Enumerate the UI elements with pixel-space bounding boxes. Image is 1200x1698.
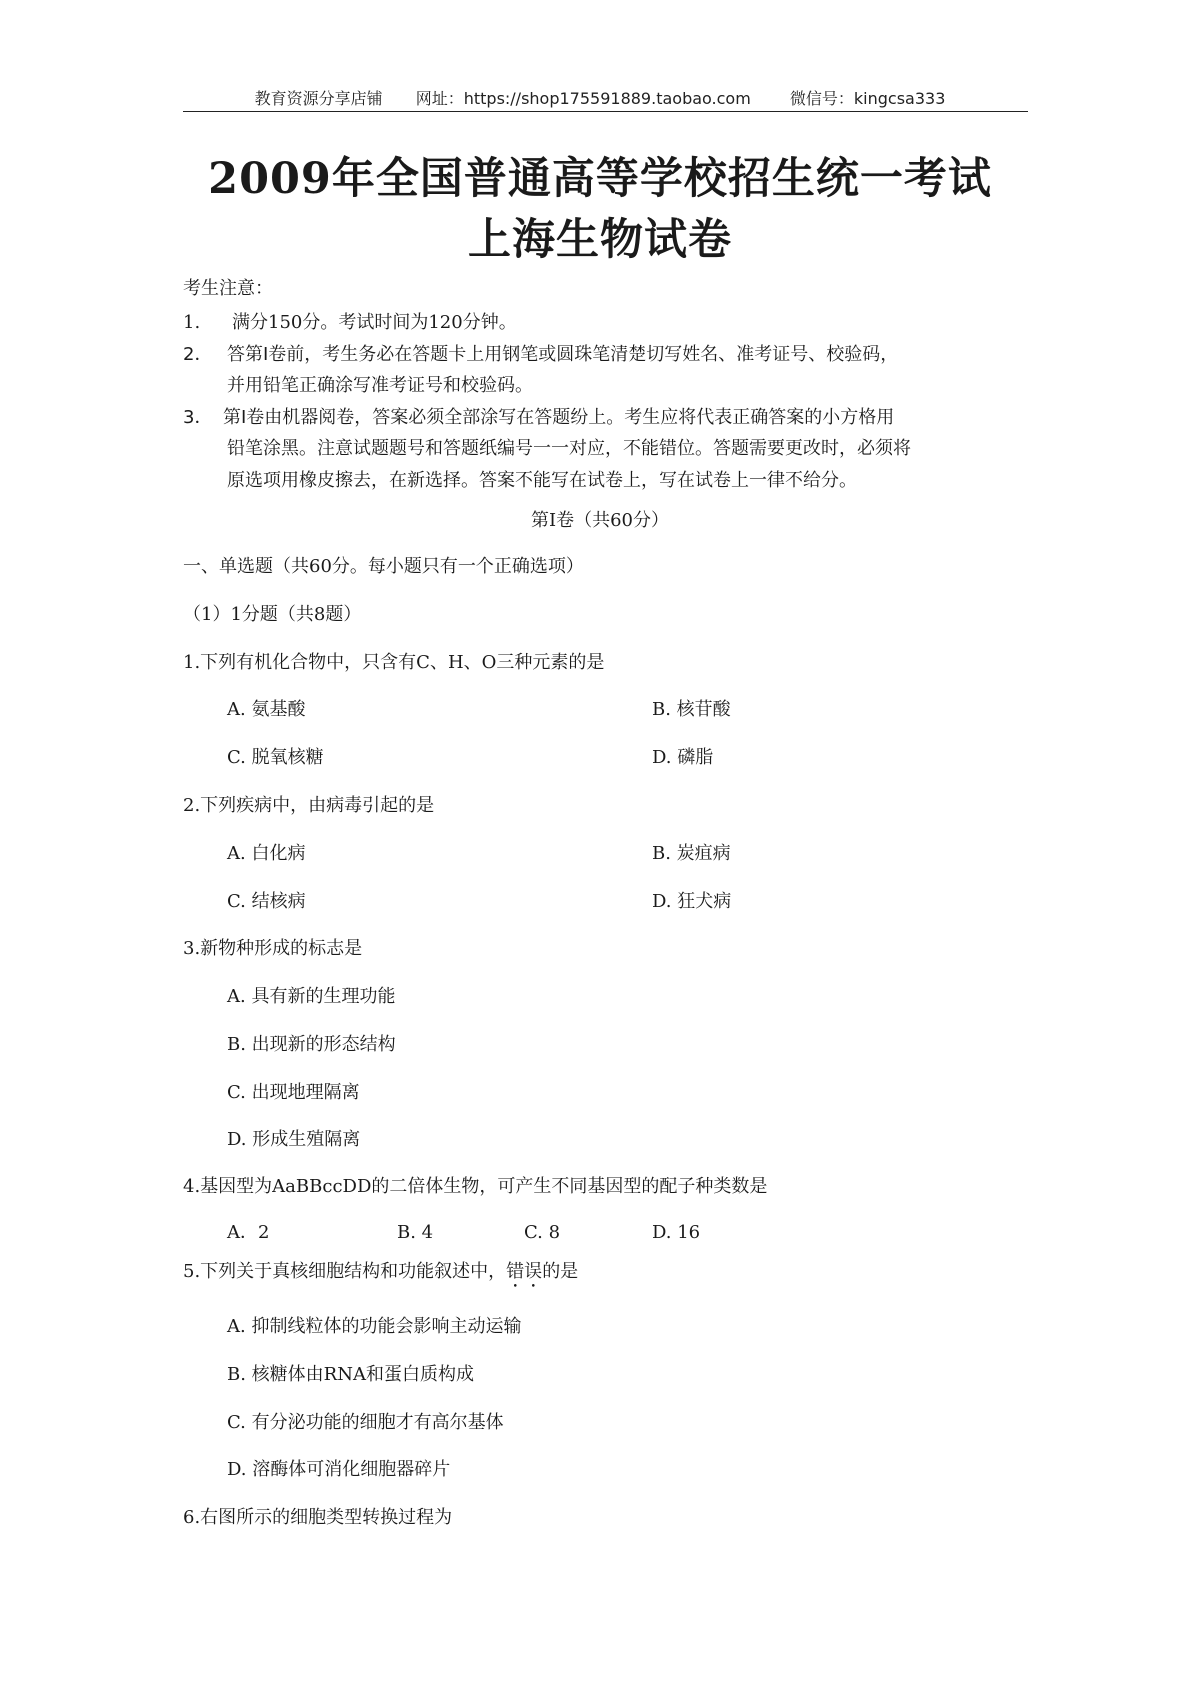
question-4-option-c: C. 8 [524, 1222, 561, 1243]
notice-3-line-2: 铅笔涂黑。注意试题题号和答题纸编号一一对应，不能错位。答题需要更改时，必须将 [227, 438, 911, 459]
section-title: 一、单选题（共60分。每小题只有一个正确选项） [183, 556, 584, 577]
question-1-option-a: A. 氨基酸 [227, 699, 306, 720]
exam-subtitle: 上海生物试卷 [468, 215, 732, 265]
question-5-stem-before: 5.下列关于真核细胞结构和功能叙述中， [183, 1261, 507, 1282]
question-3-option-c: C. 出现地理隔离 [227, 1082, 360, 1103]
question-5-option-b: B. 核糖体由RNA和蛋白质构成 [227, 1364, 474, 1385]
notice-1-line-1: 满分150分。考试时间为120分钟。 [232, 312, 517, 333]
question-2-option-a: A. 白化病 [227, 843, 306, 864]
header-url: 网址：https://shop175591889.taobao.com [415, 89, 751, 108]
question-3-option-a: A. 具有新的生理功能 [227, 986, 396, 1007]
notice-3-line-1: 第Ⅰ卷由机器阅卷，答案必须全部涂写在答题纷上。考生应将代表正确答案的小方格用 [223, 407, 895, 428]
header-shop: 教育资源分享店铺 [254, 89, 383, 108]
question-4-option-a: A．2 [227, 1222, 270, 1243]
question-5-option-c: C. 有分泌功能的细胞才有高尔基体 [227, 1412, 504, 1433]
question-1-option-b: B. 核苷酸 [652, 699, 731, 720]
notice-2-line-1: 答第Ⅰ卷前，考生务必在答题卡上用钢笔或圆珠笔清楚切写姓名、准考证号、校验码， [227, 344, 899, 365]
header-wechat: 微信号：kingcsa333 [789, 89, 946, 108]
question-2-option-b: B. 炭疽病 [652, 843, 731, 864]
header-rule [183, 111, 1028, 112]
question-5-stem-emphasis: 错误 [506, 1261, 543, 1282]
question-6-stem: 6.右图所示的细胞类型转换过程为 [183, 1507, 453, 1528]
question-4-option-b: B. 4 [397, 1222, 434, 1243]
notice-2-line-2: 并用铅笔正确涂写准考证号和校验码。 [227, 375, 533, 396]
question-5-option-a: A. 抑制线粒体的功能会影响主动运输 [227, 1316, 522, 1337]
notice-heading: 考生注意： [183, 278, 273, 299]
question-1-stem: 1.下列有机化合物中，只含有C、H、O三种元素的是 [183, 652, 605, 673]
page-header [0, 86, 1200, 109]
notice-3-line-3: 原选项用橡皮擦去，在新选择。答案不能写在试卷上，写在试卷上一律不给分。 [227, 470, 857, 491]
question-2-stem: 2.下列疾病中，由病毒引起的是 [183, 795, 435, 816]
notice-1-num: 1. [183, 312, 201, 333]
subsection-title: （1）1分题（共8题） [183, 604, 362, 625]
question-5-option-d: D. 溶酶体可消化细胞器碎片 [227, 1459, 451, 1480]
part-title: 第Ⅰ卷（共60分） [530, 510, 669, 531]
question-2-option-d: D. 狂犬病 [652, 891, 732, 912]
question-1-option-c: C. 脱氧核糖 [227, 747, 324, 768]
question-3-option-b: B. 出现新的形态结构 [227, 1034, 396, 1055]
question-3-option-d: D. 形成生殖隔离 [227, 1129, 361, 1150]
question-2-option-c: C. 结核病 [227, 891, 306, 912]
question-4-option-d: D. 16 [652, 1222, 701, 1243]
question-5-stem-after: 的是 [542, 1261, 579, 1282]
question-5-stem [183, 1261, 578, 1292]
exam-title: 2009年全国普通高等学校招生统一考试 [208, 154, 992, 204]
question-3-stem: 3.新物种形成的标志是 [183, 938, 363, 959]
question-1-option-d: D. 磷脂 [652, 747, 714, 768]
question-4-stem: 4.基因型为AaBBccDD的二倍体生物，可产生不同基因型的配子种类数是 [183, 1176, 768, 1197]
notice-3-num: 3． [183, 407, 213, 428]
notice-2-num: 2． [183, 344, 213, 365]
